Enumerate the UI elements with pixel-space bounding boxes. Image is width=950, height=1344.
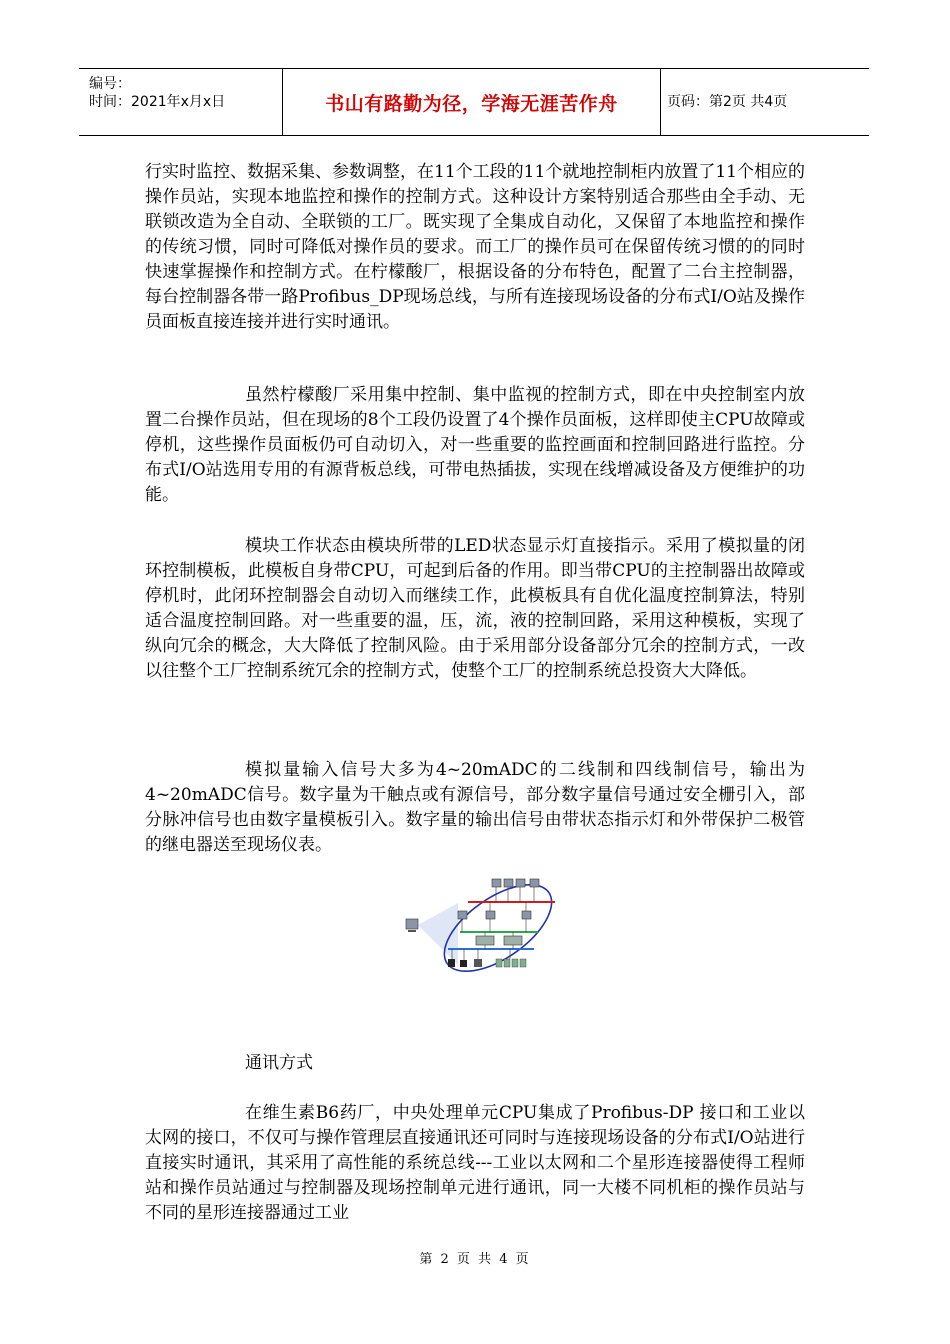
- field-devices: [448, 949, 526, 967]
- paragraph-3: [145, 534, 805, 684]
- page-header: [79, 68, 869, 136]
- top-workstations: [492, 879, 539, 902]
- remote-workstation: [406, 919, 418, 932]
- paragraph-1: [145, 160, 805, 335]
- paragraph-5: [145, 1101, 805, 1226]
- paragraph-text: 模拟量输入信号大多为4~20mADC的二线制和四线制信号，输出为4~20mADC信号。数字量为干触点或有源信号，部分数字量信号通过安全栅引入，部分脉冲信号也由数字量模板引入。数字量的输出信号由带状态指示灯和外带保护二极管的继电器送至现场仪表。: [145, 760, 805, 855]
- section-heading: [145, 1051, 805, 1076]
- paragraph-text: 在维生素B6药厂，中央处理单元CPU集成了Profibus-DP 接口和工业以太网的接口，不仅可与操作管理层直接通讯还可同时与连接现场设备的分布式I/O站进行直接实时通讯，其采用了高性能的系统总线---工业以太网和二个星形连接器使得工程师站和操作员站通过与控制器及现场控制单元进行通讯，同一大楼不同机柜的操作员站与不同的星形连接器通过工业: [145, 1103, 805, 1223]
- section-heading-text: 通讯方式: [245, 1053, 313, 1073]
- header-time: 时间：2021年x月x日: [89, 94, 226, 110]
- paragraph-text: 虽然柠檬酸厂采用集中控制、集中监视的控制方式，即在中央控制室内放置二台操作员站，但在现场的8个工段仍设置了4个操作员面板，这样即使主CPU故障或停机，这些操作员面板仍可自动切入，对一些重要的监控画面和控制回路进行监控。分布式I/O站选用专用的有源背板总线，可带电热插拔，实现在线增减设备及方便维护的功能。: [145, 385, 805, 505]
- paragraph-text: 行实时监控、数据采集、参数调整，在11个工段的11个就地控制柜内放置了11个相应的操作员站，实现本地监控和操作的控制方式。这种设计方案特别适合那些由全手动、无联锁改造为全自动、全联锁的工厂。既实现了全集成自动化，又保留了本地监控和操作的传统习惯，同时可降低对操作员的要求。而工厂的操作员可在保留传统习惯的的同时快速掌握操作和控制方式。在柠檬酸厂，根据设备的分布特色，配置了二台主控制器，每台控制器各带一路Profibus_DP现场总线，与所有连接现场设备的分布式I/O站及操作员面板直接连接并进行实时通讯。: [145, 162, 805, 332]
- header-page-cell: [661, 69, 869, 135]
- paragraph-text: 模块工作状态由模块所带的LED状态显示灯直接指示。采用了模拟量的闭环控制模板，此模板自身带CPU，可起到后备的作用。即当带CPU的主控制器出故障或停机时，此闭环控制器会自动切入而继续工作，此模板具有自优化温度控制算法，特别适合温度控制回路。对一些重要的温，压，流，液的控制回路，采用这种模板，实现了纵向冗余的概念，大大降低了控制风险。由于采用部分设备部分冗余的控制方式，一改以往整个工厂控制系统冗余的控制方式，使整个工厂的控制系统总投资大大降低。: [145, 536, 805, 681]
- page-footer: 第 2 页 共 4 页: [419, 1252, 531, 1267]
- header-page-number: 页码：第2页 共4页: [667, 94, 788, 110]
- header-info-cell: [79, 69, 283, 135]
- paragraph-4: [145, 758, 805, 858]
- header-motto: 书山有路勤为径，学海无涯苦作舟: [325, 92, 618, 115]
- network-diagram-svg: [398, 873, 560, 985]
- header-motto-cell: [283, 69, 661, 135]
- paragraph-2: [145, 383, 805, 508]
- header-number: 编号：: [89, 76, 131, 92]
- middle-workstations: [458, 902, 531, 932]
- controller-racks: [476, 932, 522, 949]
- network-diagram: [398, 873, 560, 985]
